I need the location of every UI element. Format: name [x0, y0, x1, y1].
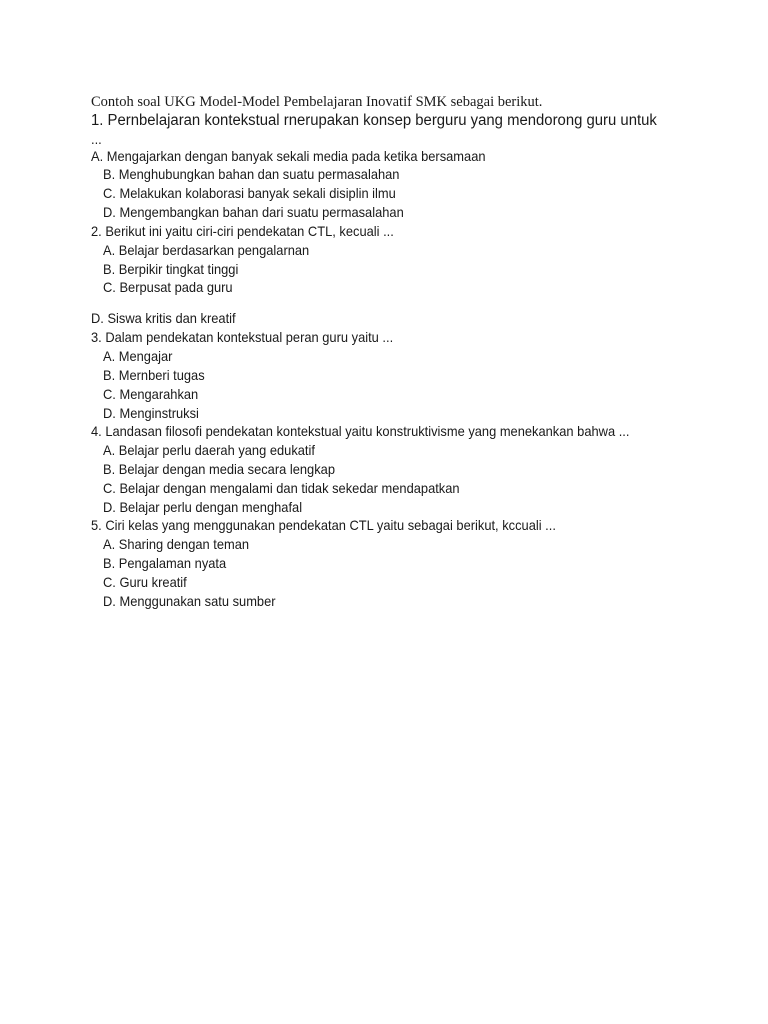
question-4-option-b: B. Belajar dengan media secara lengkap [103, 461, 335, 477]
question-2-text: 2. Berikut ini yaitu ciri-ciri pendekatan CTL, kecuali ... [91, 223, 394, 239]
question-3-text: 3. Dalam pendekatan kontekstual peran guru yaitu ... [91, 329, 394, 345]
question-1-option-d: D. Mengembangkan bahan dari suatu permasalahan [103, 204, 404, 220]
question-3-option-b: B. Mernberi tugas [103, 367, 205, 383]
question-1-text: 1. Pernbelajaran kontekstual rnerupakan konsep berguru yang mendorong guru untuk [91, 112, 657, 129]
question-1-option-b: B. Menghubungkan bahan dan suatu permasalahan [103, 166, 400, 182]
question-1-option-a: A. Mengajarkan dengan banyak sekali media pada ketika bersamaan [91, 148, 486, 164]
intro-heading: Contoh soal UKG Model-Model Pembelajaran Inovatif SMK sebagai berikut. [91, 94, 543, 110]
question-1-text-continued: ... [91, 131, 102, 147]
question-3-option-a: A. Mengajar [103, 348, 173, 364]
question-2-option-c: C. Berpusat pada guru [103, 279, 233, 295]
question-3-option-c: C. Mengarahkan [103, 386, 199, 402]
question-4-option-c: C. Belajar dengan mengalami dan tidak sekedar mendapatkan [103, 480, 460, 496]
question-5-text: 5. Ciri kelas yang menggunakan pendekatan CTL yaitu sebagai berikut, kccuali ... [91, 517, 556, 533]
question-4-option-a: A. Belajar perlu daerah yang edukatif [103, 442, 315, 458]
question-2-option-d: D. Siswa kritis dan kreatif [91, 310, 236, 326]
question-4-text: 4. Landasan filosofi pendekatan kontekstual yaitu konstruktivisme yang menekankan bahwa ... [91, 423, 630, 439]
question-5-option-d: D. Menggunakan satu sumber [103, 593, 276, 609]
question-5-option-b: B. Pengalaman nyata [103, 555, 227, 571]
question-5-option-c: C. Guru kreatif [103, 574, 187, 590]
question-5-option-a: A. Sharing dengan teman [103, 536, 250, 552]
question-2-option-a: A. Belajar berdasarkan pengalarnan [103, 242, 310, 258]
question-1-option-c: C. Melakukan kolaborasi banyak sekali disiplin ilmu [103, 185, 396, 201]
question-3-option-d: D. Menginstruksi [103, 405, 199, 421]
question-2-option-b: B. Berpikir tingkat tinggi [103, 261, 239, 277]
question-4-option-d: D. Belajar perlu dengan menghafal [103, 499, 303, 515]
